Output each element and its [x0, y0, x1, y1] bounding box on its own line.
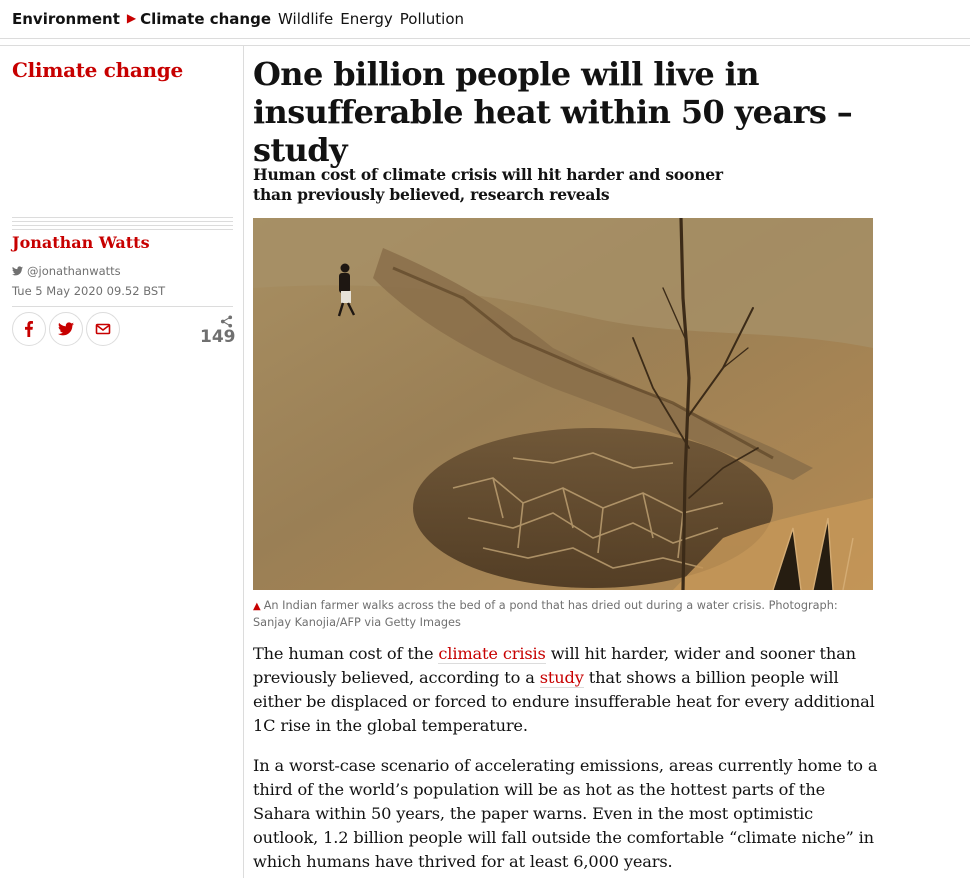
image-caption	[253, 598, 863, 631]
para1-text-2: will hit harder, wider and sooner than previously believed, according to a	[253, 644, 856, 687]
publish-date: Tue 5 May 2020 09.52 BST	[12, 284, 166, 298]
para1-text-3: that shows a billion people will either be displaced or forced to endure insufferable heat for every additional 1C rise in the global temperature.	[253, 668, 875, 735]
share-facebook-button[interactable]	[12, 312, 46, 346]
twitter-handle-text: @jonathanwatts	[27, 264, 121, 278]
image-caption-text: An Indian farmer walks across the bed of a pond that has dried out during a water crisis. Photograph: Sanjay Kanojia/AFP via Getty Images	[253, 599, 838, 629]
column-divider	[243, 46, 244, 878]
nav-link-energy[interactable]: Energy	[340, 10, 393, 28]
share-email-button[interactable]	[86, 312, 120, 346]
para1-text-1: The human cost of the	[253, 644, 439, 663]
nav-link-wildlife[interactable]: Wildlife	[278, 10, 334, 28]
link-climate-crisis[interactable]: climate crisis	[438, 644, 546, 663]
article-headline: One billion people will live in insufferable heat within 50 years – study	[253, 55, 853, 169]
section-label[interactable]: Climate change	[12, 58, 183, 82]
nav-link-environment[interactable]: Environment	[12, 10, 120, 28]
article-standfirst: Human cost of climate crisis will hit harder and sooner than previously believed, research reveals	[253, 165, 723, 204]
email-icon	[95, 321, 111, 337]
current-section-arrow-icon: ▶	[126, 11, 137, 25]
nav-divider	[0, 38, 970, 39]
link-study[interactable]: study	[539, 668, 584, 687]
byline-divider	[12, 217, 233, 233]
twitter-handle[interactable]	[12, 264, 121, 278]
nav-divider-lower	[0, 45, 970, 46]
article-paragraph-2: In a worst-case scenario of accelerating emissions, areas currently home to a third of the world’s population will be as hot as the hottest parts of the Sahara within 50 years, the paper warns. Even in the most optimistic outlook, 1.2 billion people will fall outside the comfortable “climate niche” in which humans have thrived for at least 6,000 years.	[253, 756, 878, 871]
section-nav	[0, 0, 970, 38]
nav-link-pollution[interactable]: Pollution	[399, 10, 465, 28]
nav-link-climate-change[interactable]: Climate change	[140, 10, 272, 28]
article-paragraph-1	[253, 642, 878, 738]
author-name[interactable]: Jonathan Watts	[12, 233, 150, 252]
share-count: 149	[200, 327, 236, 347]
share-divider	[12, 306, 233, 307]
article-main-image[interactable]	[253, 218, 873, 590]
facebook-icon	[21, 321, 37, 337]
twitter-bird-icon	[12, 266, 23, 276]
caption-triangle-icon: ▲	[253, 601, 261, 612]
twitter-icon	[58, 321, 74, 337]
share-twitter-button[interactable]	[49, 312, 83, 346]
dried-pond-photo	[253, 218, 873, 590]
